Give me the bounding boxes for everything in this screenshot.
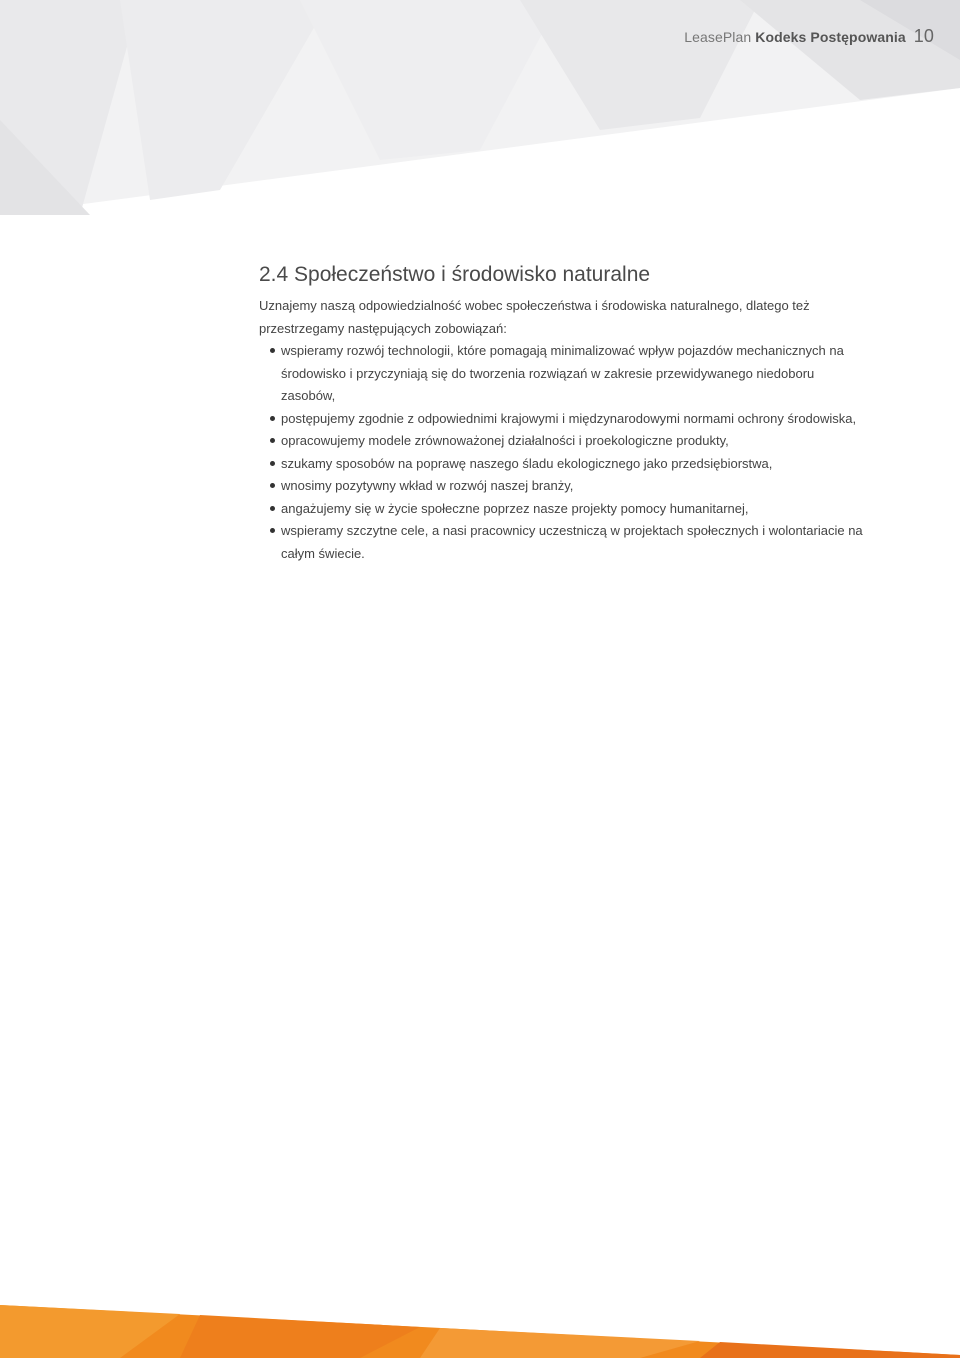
list-item: wspieramy szczytne cele, a nasi pracownicy uczestniczą w projektach społecznych i wolontariacie na całym świecie. [259, 520, 869, 565]
section-content [259, 262, 869, 565]
brand-name: LeasePlan [684, 29, 752, 45]
page-header [684, 26, 934, 47]
list-item: szukamy sposobów na poprawę naszego śladu ekologicznego jako przedsiębiorstwa, [259, 453, 869, 476]
footer-decoration [0, 1300, 960, 1358]
document-title: Kodeks Postępowania [755, 29, 906, 45]
list-item: wnosimy pozytywny wkład w rozwój naszej branży, [259, 475, 869, 498]
section-title: 2.4 Społeczeństwo i środowisko naturalne [259, 263, 651, 286]
commitments-list [259, 340, 869, 565]
section-intro: Uznajemy naszą odpowiedzialność wobec społeczeństwa i środowiska naturalnego, dlatego też przestrzegamy następujących zobowiązań: [259, 298, 810, 336]
page-number: 10 [913, 26, 934, 46]
list-item: opracowujemy modele zrównoważonej działalności i proekologiczne produkty, [259, 430, 869, 453]
list-item: wspieramy rozwój technologii, które pomagają minimalizować wpływ pojazdów mechanicznych na środowisko i przyczyniają się do tworzenia rozwiązań w zakresie przewidywanego niedoboru zasobów, [259, 340, 869, 408]
list-item: angażujemy się w życie społeczne poprzez nasze projekty pomocy humanitarnej, [259, 498, 869, 521]
list-item: postępujemy zgodnie z odpowiednimi krajowymi i międzynarodowymi normami ochrony środowiska, [259, 408, 869, 431]
